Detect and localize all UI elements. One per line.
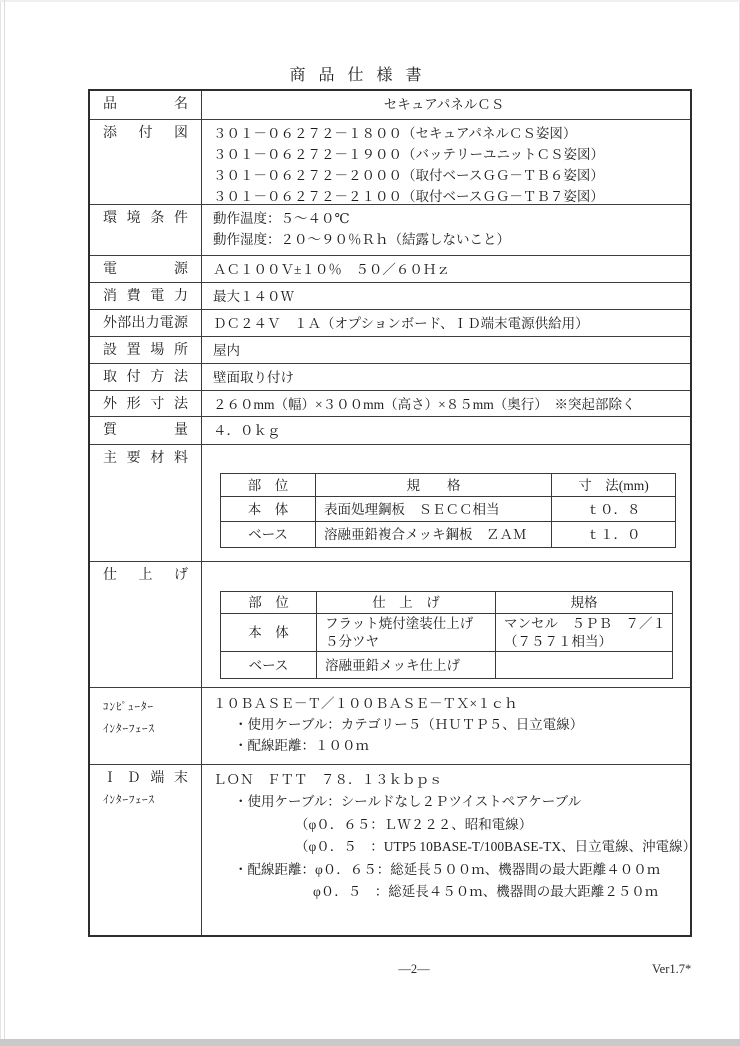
inner-table-header: 規格 bbox=[496, 592, 673, 614]
page-number: —2— bbox=[398, 962, 430, 976]
inner-table-cell: ｔ０．８ bbox=[552, 497, 676, 522]
spec-line: φ０．５ ：総延長４５０ｍ、機器間の最大距離２５０ｍ bbox=[313, 884, 659, 900]
spec-line: ２６０mm（幅）×３００mm（高さ）×８５mm（奥行） ※突起部除く bbox=[213, 397, 636, 412]
inner-table-header: 寸 法(mm) bbox=[552, 474, 676, 497]
spec-line: ３０１－０６２７２－２０００（取付ベースＧＧ－ＴＢ６姿図） bbox=[213, 168, 604, 183]
spec-line: （φ０．５ ：UTP5 10BASE-T/100BASE-TX、日立電線、沖電線） bbox=[295, 839, 697, 855]
spec-row-power-consumption bbox=[90, 282, 690, 309]
inner-table-cell: 溶融亜鉛複合メッキ鋼板 ＺＡＭ bbox=[316, 522, 552, 548]
spec-line: ３０１－０６２７２－２１００（取付ベースＧＧ－ＴＢ７姿図） bbox=[213, 189, 604, 204]
row-label-computer-interface: ｺﾝﾋﾟｭｰﾀｰ ｲﾝﾀｰﾌｪｰｽ bbox=[90, 688, 202, 764]
row-content-dimensions bbox=[202, 391, 690, 416]
row-content-id-terminal-interface bbox=[202, 765, 700, 935]
inner-table-header: 仕 上 げ bbox=[317, 592, 496, 614]
spec-row-external-output-power bbox=[90, 309, 690, 336]
row-label-mounting-method: 取付方法 bbox=[90, 364, 202, 390]
inner-table-row bbox=[221, 652, 673, 679]
scan-edge-left bbox=[4, 0, 5, 1046]
spec-row-installation-site bbox=[90, 336, 690, 363]
spec-line: １０ＢＡＳＥ－Ｔ／１００ＢＡＳＥ－ＴＸ×１ｃｈ bbox=[213, 696, 518, 711]
inner-table-cell: ｔ１．０ bbox=[552, 522, 676, 548]
row-label-power: 電源 bbox=[90, 256, 202, 282]
row-content-environment bbox=[202, 205, 690, 255]
spec-line: 動作湿度：２０～９０％Ｒｈ（結露しないこと） bbox=[213, 232, 510, 247]
spec-row-mass bbox=[90, 416, 690, 444]
row-content-installation-site bbox=[202, 337, 690, 363]
spec-line: ＡＣ１００Ｖ±１０％ ５０／６０Ｈｚ bbox=[213, 262, 450, 277]
row-content-finish bbox=[202, 562, 690, 687]
spec-line: 動作温度：５～４０℃ bbox=[213, 211, 350, 226]
inner-table-header: 部 位 bbox=[221, 474, 316, 497]
inner-table-finish bbox=[220, 591, 673, 679]
spec-row-finish bbox=[90, 561, 690, 687]
inner-table-materials bbox=[220, 473, 676, 548]
row-label-main-materials: 主要材料 bbox=[90, 445, 202, 561]
row-label-environment: 環境条件 bbox=[90, 205, 202, 255]
inner-table-cell: マンセル ５ＰＢ ７／１ （７５７１相当） bbox=[496, 614, 673, 652]
row-content-main-materials bbox=[202, 445, 690, 561]
spec-line: ３０１－０６２７２－１９００（バッテリーユニットＣＳ姿図） bbox=[213, 147, 604, 162]
row-content-power-consumption bbox=[202, 283, 690, 309]
inner-table-cell: 溶融亜鉛メッキ仕上げ bbox=[317, 652, 496, 679]
spec-row-attached-drawings bbox=[90, 119, 690, 204]
spec-line: ・配線距離：φ０．６５：総延長５００ｍ、機器間の最大距離４００ｍ bbox=[234, 861, 661, 877]
row-label-dimensions: 外形寸法 bbox=[90, 391, 202, 416]
row-label-installation-site: 設置場所 bbox=[90, 337, 202, 363]
scan-edge-bottom bbox=[0, 1039, 740, 1046]
inner-table-header: 規 格 bbox=[316, 474, 552, 497]
row-label-product-name: 品名 bbox=[90, 91, 202, 119]
spec-row-power bbox=[90, 255, 690, 282]
spec-line: ・使用ケーブル：シールドなし２Ｐツイストペアケーブル bbox=[234, 794, 582, 810]
row-label-mass: 質量 bbox=[90, 417, 202, 444]
inner-table-row bbox=[221, 614, 673, 652]
spec-row-dimensions bbox=[90, 390, 690, 416]
row-content-power bbox=[202, 256, 690, 282]
inner-table-row bbox=[221, 522, 676, 548]
spec-line: ＤＣ２４Ｖ １Ａ（オプションボード、ＩＤ端末電源供給用） bbox=[213, 316, 589, 331]
spec-row-product-name bbox=[90, 91, 690, 119]
inner-table-cell: ベース bbox=[221, 652, 317, 679]
document-title: 商品仕様書 bbox=[289, 67, 435, 84]
row-content-mass bbox=[202, 417, 690, 444]
spec-row-id-terminal-interface bbox=[90, 764, 697, 935]
scan-edge-top bbox=[0, 0, 740, 2]
row-label-attached-drawings: 添付図 bbox=[90, 120, 202, 204]
row-content-mounting-method bbox=[202, 364, 690, 390]
row-content-computer-interface bbox=[202, 688, 690, 764]
inner-table-cell: フラット焼付塗装仕上げ ５分ツヤ bbox=[317, 614, 496, 652]
inner-table-row bbox=[221, 497, 676, 522]
spec-table bbox=[88, 89, 697, 937]
inner-table-cell: 本 体 bbox=[221, 614, 317, 652]
spec-line: ・配線距離：１００ｍ bbox=[234, 738, 369, 753]
spec-row-computer-interface bbox=[90, 687, 690, 764]
inner-table-cell: 表面処理鋼板 ＳＥＣＣ相当 bbox=[316, 497, 552, 522]
row-label-external-output-power: 外部出力電源 bbox=[90, 310, 202, 336]
spec-line: （φ０．６５：ＬＷ２２２、昭和電線） bbox=[295, 816, 533, 832]
inner-table-header: 部 位 bbox=[221, 592, 317, 614]
spec-line: ＬＯＮ ＦＴＴ ７８．１３ｋｂｐｓ bbox=[213, 772, 443, 787]
inner-table-cell: ベース bbox=[221, 522, 316, 548]
spec-line: ４．０ｋｇ bbox=[213, 423, 281, 438]
spec-line: 壁面取り付け bbox=[213, 370, 294, 385]
inner-table-cell: 本 体 bbox=[221, 497, 316, 522]
row-label-finish: 仕上げ bbox=[90, 562, 202, 687]
spec-line: セキュアパネルＣＳ bbox=[383, 97, 505, 112]
spec-line: ３０１－０６２７２－１８００（セキュアパネルＣＳ姿図） bbox=[213, 126, 577, 141]
row-label-sub: ｲﾝﾀｰﾌｪｰｽ bbox=[103, 723, 155, 735]
version-label: Ver1.7* bbox=[652, 962, 692, 976]
row-label-sub: ｲﾝﾀｰﾌｪｰｽ bbox=[103, 794, 155, 806]
spec-row-main-materials bbox=[90, 444, 690, 561]
spec-line: 最大１４０Ｗ bbox=[213, 289, 294, 304]
row-content-product-name bbox=[202, 91, 690, 119]
row-label-power-consumption: 消費電力 bbox=[90, 283, 202, 309]
inner-table-cell bbox=[496, 652, 673, 679]
spec-row-environment bbox=[90, 204, 690, 255]
row-label-id-terminal-interface: ＩＤ端末 ｲﾝﾀｰﾌｪｰｽ bbox=[90, 765, 202, 935]
spec-line: ・使用ケーブル：カテゴリー５（ＨＵＴＰ５、日立電線） bbox=[234, 717, 584, 732]
row-content-external-output-power bbox=[202, 310, 690, 336]
spec-line: 屋内 bbox=[213, 343, 240, 358]
row-content-attached-drawings bbox=[202, 120, 690, 204]
spec-row-mounting-method bbox=[90, 363, 690, 390]
